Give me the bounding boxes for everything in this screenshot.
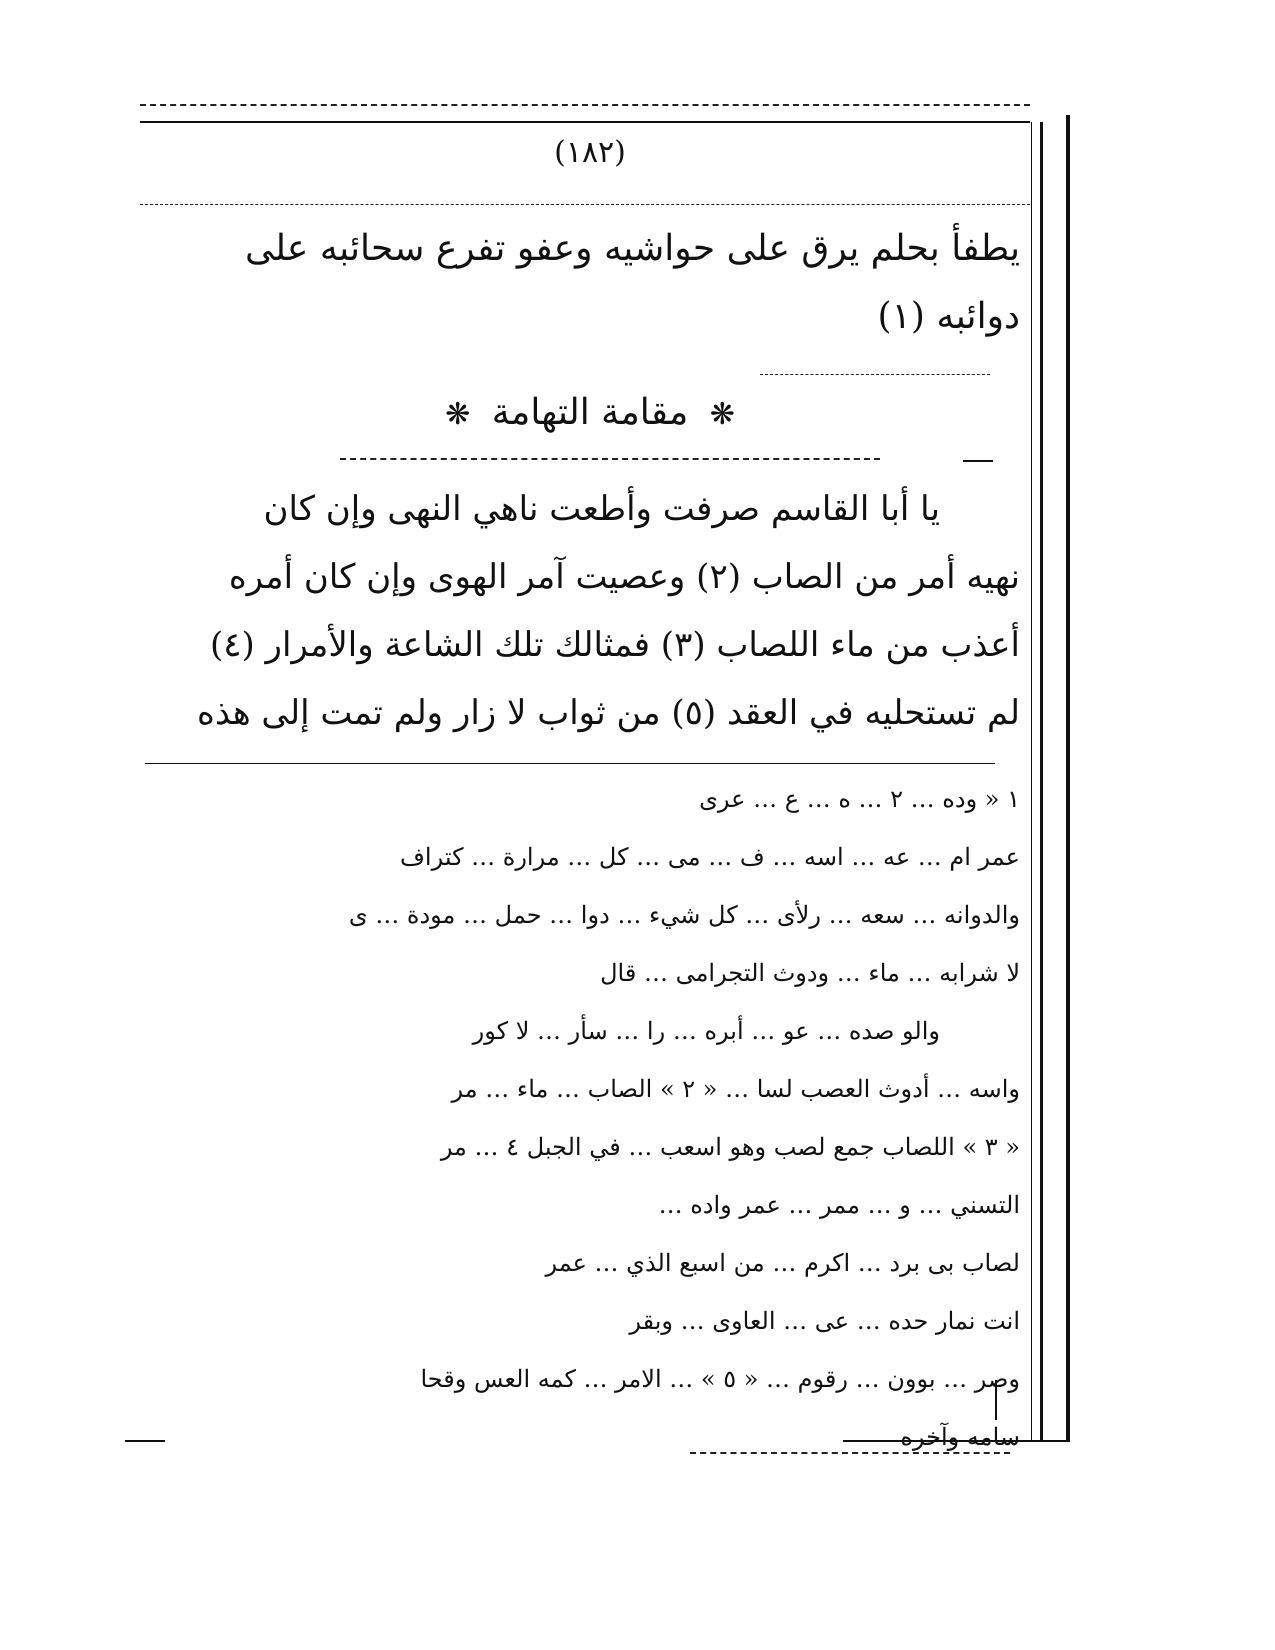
- top-rule: [140, 121, 1030, 123]
- right-border-thin: [1031, 122, 1032, 1440]
- page-number: (١٨٢): [554, 135, 626, 170]
- section-heading: [0, 392, 1180, 433]
- footnote-line: سامه وآخره: [900, 1423, 1020, 1451]
- footnote-line: ١ « وده … ٢ … ه … ع … عرى: [699, 785, 1020, 813]
- short-rule-top-right: [963, 460, 993, 462]
- main-line: نهيه أمر من الصاب (٢) وعصيت آمر الهوى وإن كان أمره: [228, 557, 1020, 597]
- footnote-line: التسني … و … ممر … عمر واده …: [658, 1191, 1020, 1219]
- section-title: مقامة التهامة: [491, 392, 689, 433]
- main-line: يا أبا القاسم صرفت وأطعت ناهي النهى وإن كان: [263, 489, 940, 529]
- main-line: أعذب من ماء اللصاب (٣) فمثالك تلك الشاعة والأمرار (٤): [209, 625, 1020, 665]
- main-paragraph: [150, 475, 1020, 747]
- footnote-line: انت نمار حده … عى … العاوى … وبقر: [629, 1307, 1020, 1335]
- intro-paragraph: [135, 215, 1020, 351]
- footnote-line: « ٣ » اللصاب جمع لصب وهو اسعب … في الجبل ٤ … مر: [440, 1133, 1020, 1161]
- under-page-number-rule: [140, 204, 1030, 205]
- footnote-line: وصر … بوون … رقوم … « ٥ » … الامر … كمه العس وقحا: [420, 1365, 1020, 1393]
- intro-line: دوائبه (١): [877, 296, 1020, 337]
- right-border-outer: [1066, 115, 1070, 1440]
- footnote-line: والو صده … عو … أبره … را … سأر … لا كور: [472, 1017, 940, 1045]
- heading-underline: [340, 458, 880, 460]
- footnote-line: لا شرابه … ماء … ودوث التجرامى … قال: [600, 959, 1020, 987]
- right-border-inner: [1040, 122, 1043, 1440]
- intro-bottom-rule: [760, 374, 990, 375]
- footnote-line: لصاب بى برد … اكرم … من اسبع الذي … عمر: [545, 1249, 1020, 1277]
- footnotes: [150, 770, 1020, 1466]
- footnote-line: واسه … أدوث العصب لسا … « ٢ » الصاب … ماء … مر: [451, 1075, 1020, 1103]
- intro-line: يطفأ بحلم يرق على حواشيه وعفو تفرع سحائبه على: [244, 228, 1020, 269]
- main-bottom-rule: [145, 763, 995, 764]
- footnote-line: عمر ام … عه … اسه … ف … مى … كل … مرارة … كتراف: [400, 843, 1020, 871]
- star-ornament-icon: ❋: [445, 397, 471, 432]
- footnote-line: والدوانه … سعه … رلأى … كل شيء … دوا … حمل … مودة … ى: [348, 901, 1020, 929]
- top-dashed-rule: [140, 104, 1030, 106]
- main-line: لم تستحليه في العقد (٥) من ثواب لا زار ولم تمت إلى هذه: [197, 693, 1020, 733]
- star-ornament-icon: ❋: [709, 397, 735, 432]
